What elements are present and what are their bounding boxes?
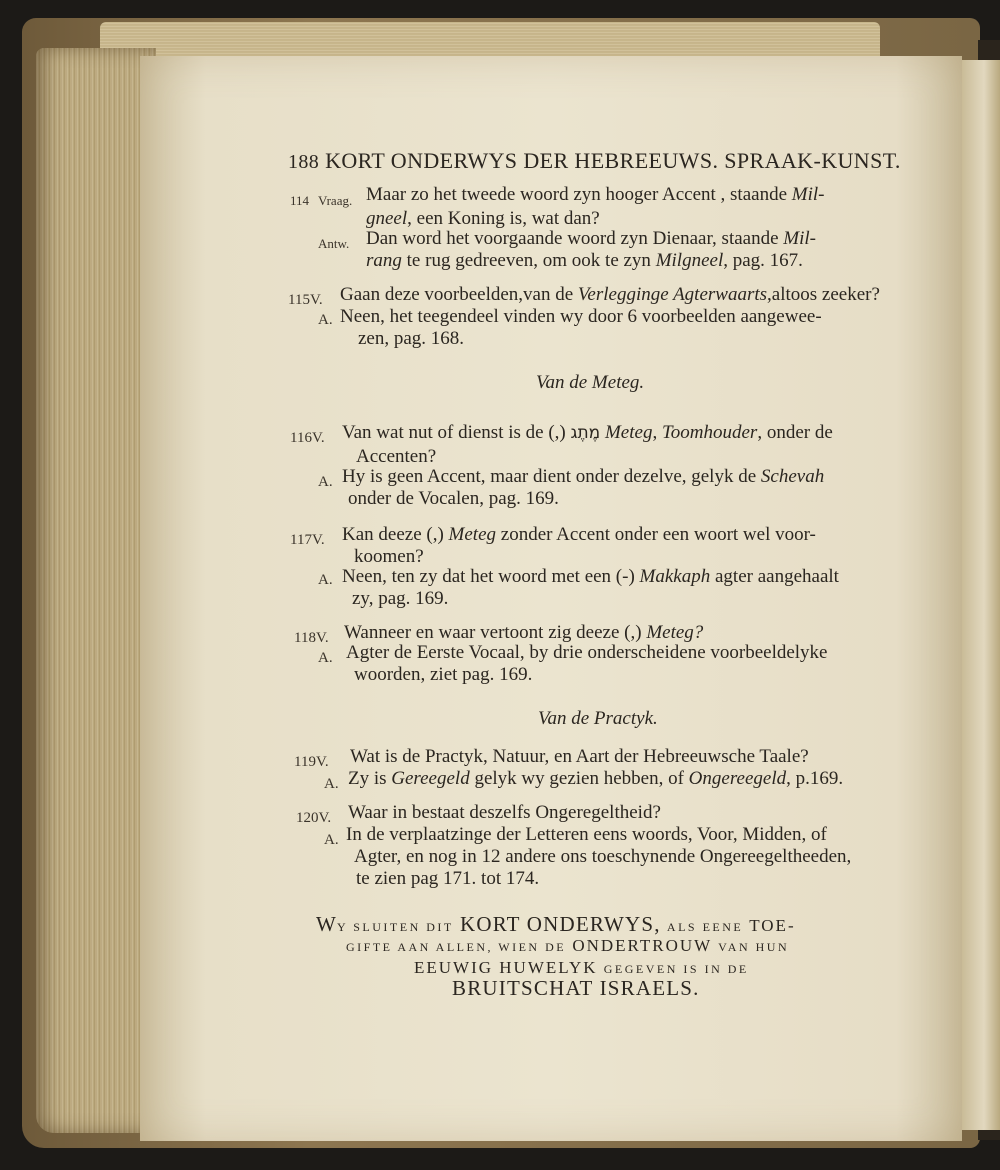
entry-116-a-line1: Hy is geen Accent, maar dient onder dezelve, gelyk de Schevah <box>342 466 825 487</box>
entry-115-a-label: A. <box>318 312 333 328</box>
entry-118-a-line2: woorden, ziet pag. 169. <box>354 664 533 685</box>
entry-118-number: 118V. <box>294 630 329 646</box>
entry-120-a-line2: Agter, en nog in 12 andere ons toeschynende Ongereegeltheeden, <box>354 846 852 867</box>
running-header <box>288 148 901 174</box>
entry-120-q-line1: Waar in bestaat deszelfs Ongeregeltheid? <box>348 802 661 823</box>
entry-115-q-line1: Gaan deze voorbeelden,van de Verlegginge Agterwaarts,altoos zeeker? <box>340 284 880 305</box>
entry-114-a-line1: Dan word het voorgaande woord zyn Dienaar, staande Mil- <box>366 228 816 249</box>
section-heading-practyk: Van de Practyk. <box>538 708 658 729</box>
entry-115-a-line1: Neen, het teegendeel vinden wy door 6 voorbeelden aangewee- <box>340 306 822 327</box>
entry-120-number: 120V. <box>296 810 332 826</box>
closing-line-2: GIFTE AAN ALLEN, WIEN DE ONDERTROUW VAN HUN <box>346 936 790 955</box>
entry-116-q-line2: Accenten? <box>356 446 437 467</box>
facing-page-edge <box>960 60 1000 1130</box>
entry-117-q-line1: Kan deeze (,) Meteg zonder Accent onder een woort wel voor- <box>342 524 816 545</box>
entry-118-q-line1: Wanneer en waar vertoont zig deeze (,) Meteg? <box>344 622 704 643</box>
header-title: KORT ONDERWYS DER HEBREEUWS. SPRAAK-KUNST. <box>325 148 901 173</box>
entry-114-q-line1: Maar zo het tweede woord zyn hooger Accent , staande Mil- <box>366 184 825 205</box>
section-heading-meteg: Van de Meteg. <box>536 372 645 393</box>
entry-118-a-label: A. <box>318 650 333 666</box>
entry-116-q-line1: Van wat nut of dienst is de (,) מֶתֶג Meteg, Toomhouder, onder de <box>342 422 833 443</box>
entry-120-a-line3: te zien pag 171. tot 174. <box>356 868 540 889</box>
entry-119-a-label: A. <box>324 776 339 792</box>
entry-115-number: 115V. <box>288 292 323 308</box>
entry-119-q-line1: Wat is de Practyk, Natuur, en Aart der Hebreeuwsche Taale? <box>350 746 809 767</box>
entry-114-a-line2: rang te rug gedreeven, om ook te zyn Milgneel, pag. 167. <box>366 250 803 271</box>
entry-117-q-line2: koomen? <box>354 546 424 567</box>
entry-116-number: 116V. <box>290 430 325 446</box>
closing-line-1: WY SLUITEN DIT KORT ONDERWYS, ALS EENE TOE- <box>316 912 796 936</box>
entry-114-q-label: Vraag. <box>318 193 353 208</box>
entry-120-a-label: A. <box>324 832 339 848</box>
entry-116-a-label: A. <box>318 474 333 490</box>
entry-115-a-line2: zen, pag. 168. <box>358 328 465 349</box>
page-top-edges <box>100 22 880 56</box>
entry-119-number: 119V. <box>294 754 329 770</box>
entry-120-a-line1: In de verplaatzinge der Letteren eens woords, Voor, Midden, of <box>346 824 827 845</box>
entry-117-a-line1: Neen, ten zy dat het woord met een (-) Makkaph agter aangehaalt <box>342 566 839 587</box>
entry-117-a-label: A. <box>318 572 333 588</box>
closing-line-4: BRUITSCHAT ISRAELS. <box>452 976 700 1000</box>
entry-119-a-line1: Zy is Gereegeld gelyk wy gezien hebben, of Ongereegeld, p.169. <box>348 768 844 789</box>
entry-116-a-line2: onder de Vocalen, pag. 169. <box>348 488 559 509</box>
entry-114-number: 114 <box>290 193 310 208</box>
page-number: 188 <box>288 151 320 173</box>
page-side-edges <box>36 48 156 1133</box>
closing-line-3: EEUWIG HUWELYK GEGEVEN IS IN DE <box>414 958 749 977</box>
entry-118-a-line1: Agter de Eerste Vocaal, by drie onderscheidene voorbeeldelyke <box>346 642 828 663</box>
entry-117-number: 117V. <box>290 532 325 548</box>
entry-117-a-line2: zy, pag. 169. <box>352 588 449 609</box>
entry-114-q-line2: gneel, een Koning is, wat dan? <box>366 208 600 229</box>
entry-114-a-label: Antw. <box>318 236 350 251</box>
